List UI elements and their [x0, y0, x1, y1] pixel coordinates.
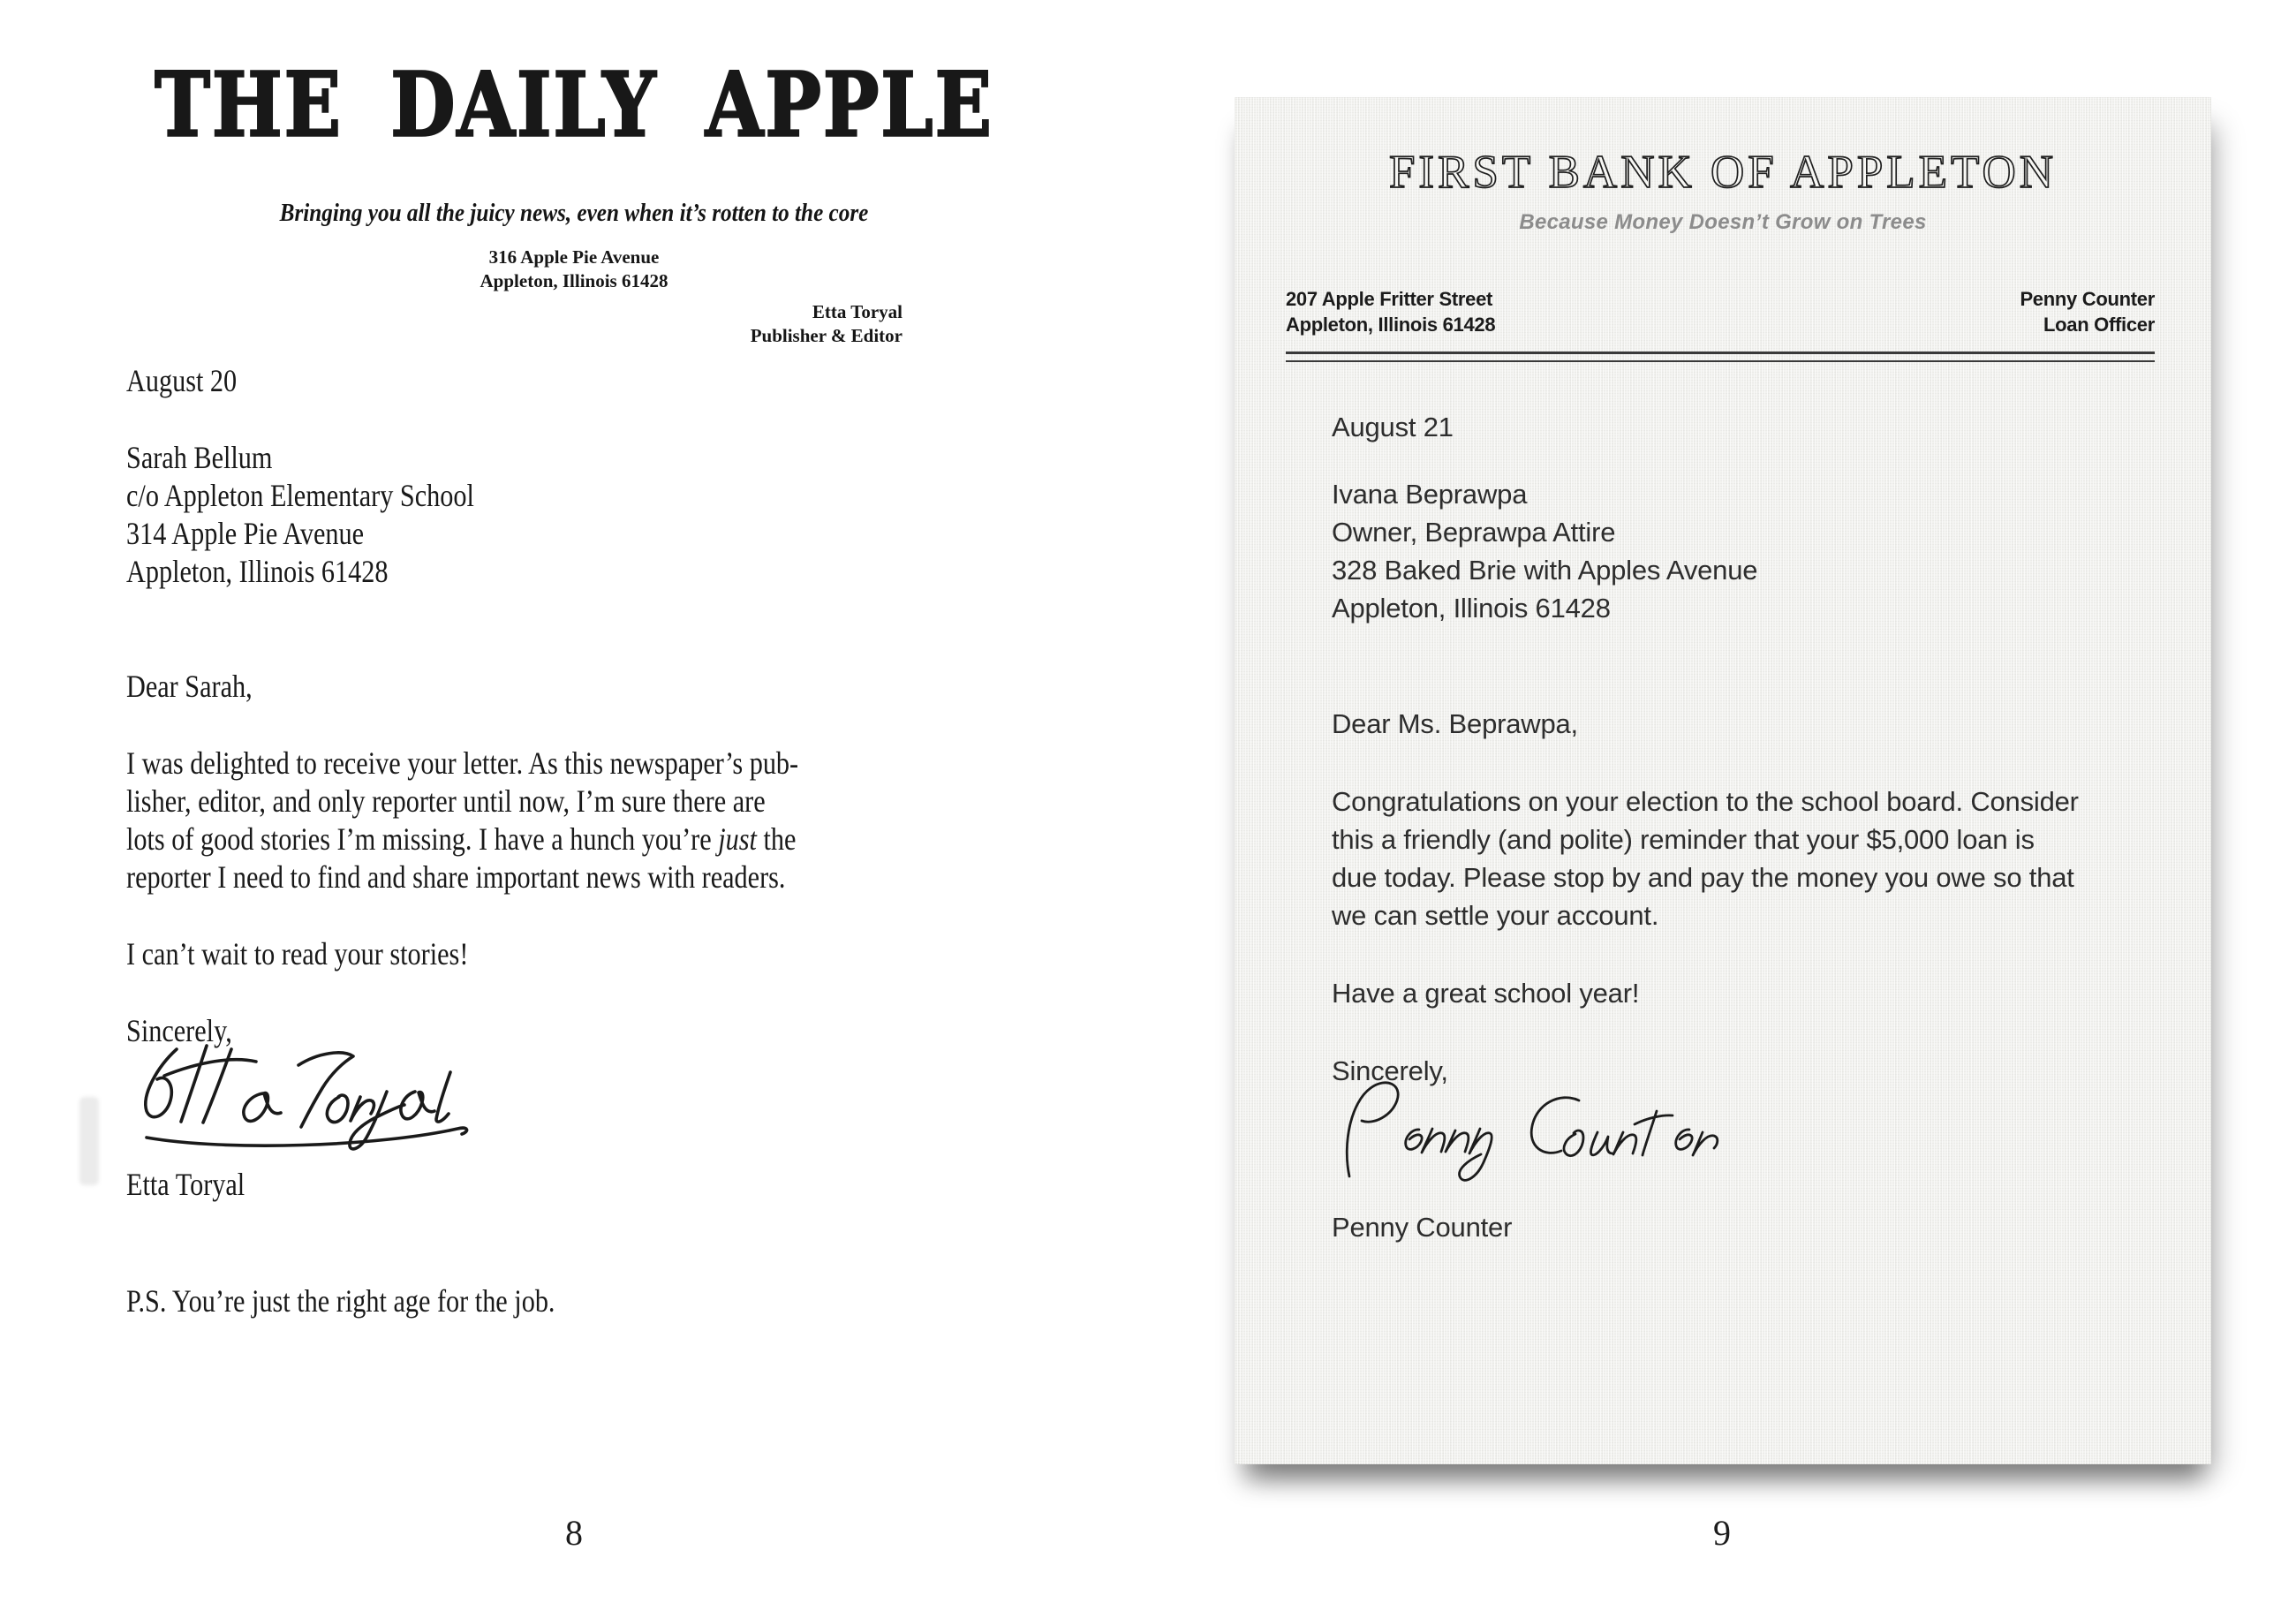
body-paragraph [1332, 783, 2079, 934]
bank-address-line2: Appleton, Illinois 61428 [1286, 314, 1496, 336]
closing: Sincerely, [126, 1013, 232, 1048]
bank-address [1286, 286, 1495, 337]
salutation: Dear Sarah, [126, 669, 253, 704]
letterhead-divider [1286, 352, 2155, 362]
page-number-left: 8 [565, 1513, 583, 1553]
newspaper-contact-title: Publisher & Editor [750, 325, 903, 346]
recipient-line: Appleton, Illinois 61428 [126, 554, 389, 589]
bank-officer-title: Loan Officer [2043, 314, 2155, 336]
bank-tagline: Because Money Doesn’t Grow on Trees [1519, 210, 1927, 234]
newspaper-title: THE DAILY APPLE [155, 51, 993, 157]
newspaper-contact [751, 300, 903, 348]
page-number-right: 9 [1713, 1513, 1731, 1553]
signature-stroke [1564, 1111, 1718, 1156]
recipient-block [126, 439, 474, 591]
recipient-line: Ivana Beprawpa [1332, 479, 1528, 510]
recipient-line: 314 Apple Pie Avenue [126, 516, 365, 551]
body-paragraph-2: I can’t wait to read your stories! [126, 936, 469, 972]
body-line: reporter I need to find and share important news with readers. [126, 859, 786, 895]
signature-stroke [1406, 1129, 1492, 1180]
body-line: this a friendly (and polite) reminder that your $5,000 loan is [1332, 824, 2035, 855]
body-line: lots of good stories I’m missing. I have a hunch you’re just the [126, 821, 797, 857]
bank-letter-paper [1235, 97, 2211, 1464]
bank-officer-name: Penny Counter [2020, 288, 2155, 310]
typed-signature-name: Etta Toryal [126, 1167, 245, 1202]
body-line: due today. Please stop by and pay the money you owe so that [1332, 862, 2074, 893]
newspaper-tagline: Bringing you all the juicy news, even when it’s rotten to the core [279, 200, 869, 227]
signature-stroke [1347, 1083, 1398, 1176]
bank-officer [2020, 286, 2155, 337]
closing: Sincerely, [1332, 1055, 1448, 1086]
body-line: lisher, editor, and only reporter until now, I’m sure there are [126, 783, 766, 819]
recipient-line: 328 Baked Brie with Apples Avenue [1332, 555, 1758, 586]
newspaper-address [0, 246, 1148, 293]
recipient-line: Owner, Beprawpa Attire [1332, 517, 1616, 548]
emphasized-word: just [718, 821, 757, 857]
newspaper-contact-name: Etta Toryal [812, 301, 903, 322]
recipient-line: Appleton, Illinois 61428 [1332, 593, 1611, 624]
page-right [1148, 0, 2296, 1618]
signature-stroke [164, 1060, 256, 1076]
recipient-block [1332, 475, 1757, 627]
bank-title [1235, 136, 2211, 203]
body-line: we can settle your account. [1332, 900, 1659, 931]
etta-toryal-signature [122, 1035, 521, 1161]
letter-date: August 21 [1332, 412, 1454, 442]
typed-signature-name: Penny Counter [1332, 1212, 1513, 1243]
body-paragraph [126, 745, 798, 896]
bank-title-text: FIRST BANK OF APPLETON [1388, 147, 2058, 198]
signature-stroke [244, 1093, 281, 1122]
recipient-line: Sarah Bellum [126, 440, 273, 475]
signature-stroke [1531, 1098, 1579, 1153]
body-line: I was delighted to receive your letter. As this newspaper’s pub- [126, 745, 799, 781]
signature-stroke [436, 1072, 450, 1122]
recipient-line: c/o Appleton Elementary School [126, 478, 474, 513]
signature-stroke [181, 1046, 207, 1122]
bank-address-line1: 207 Apple Fritter Street [1286, 288, 1493, 310]
letter-date: August 20 [126, 363, 238, 398]
signature-stroke [146, 1049, 177, 1117]
newspaper-address-line1: 316 Apple Pie Avenue [488, 246, 660, 268]
newspaper-address-line2: Appleton, Illinois 61428 [480, 270, 668, 291]
penny-counter-signature [1319, 1067, 1849, 1199]
salutation: Dear Ms. Beprawpa, [1332, 708, 1578, 739]
postscript: P.S. You’re just the right age for the job. [126, 1283, 555, 1319]
signature-stroke [147, 1128, 467, 1145]
scan-smudge [79, 1097, 99, 1185]
body-line: Congratulations on your election to the school board. Consider [1332, 786, 2079, 817]
body-paragraph-2: Have a great school year! [1332, 978, 1640, 1009]
